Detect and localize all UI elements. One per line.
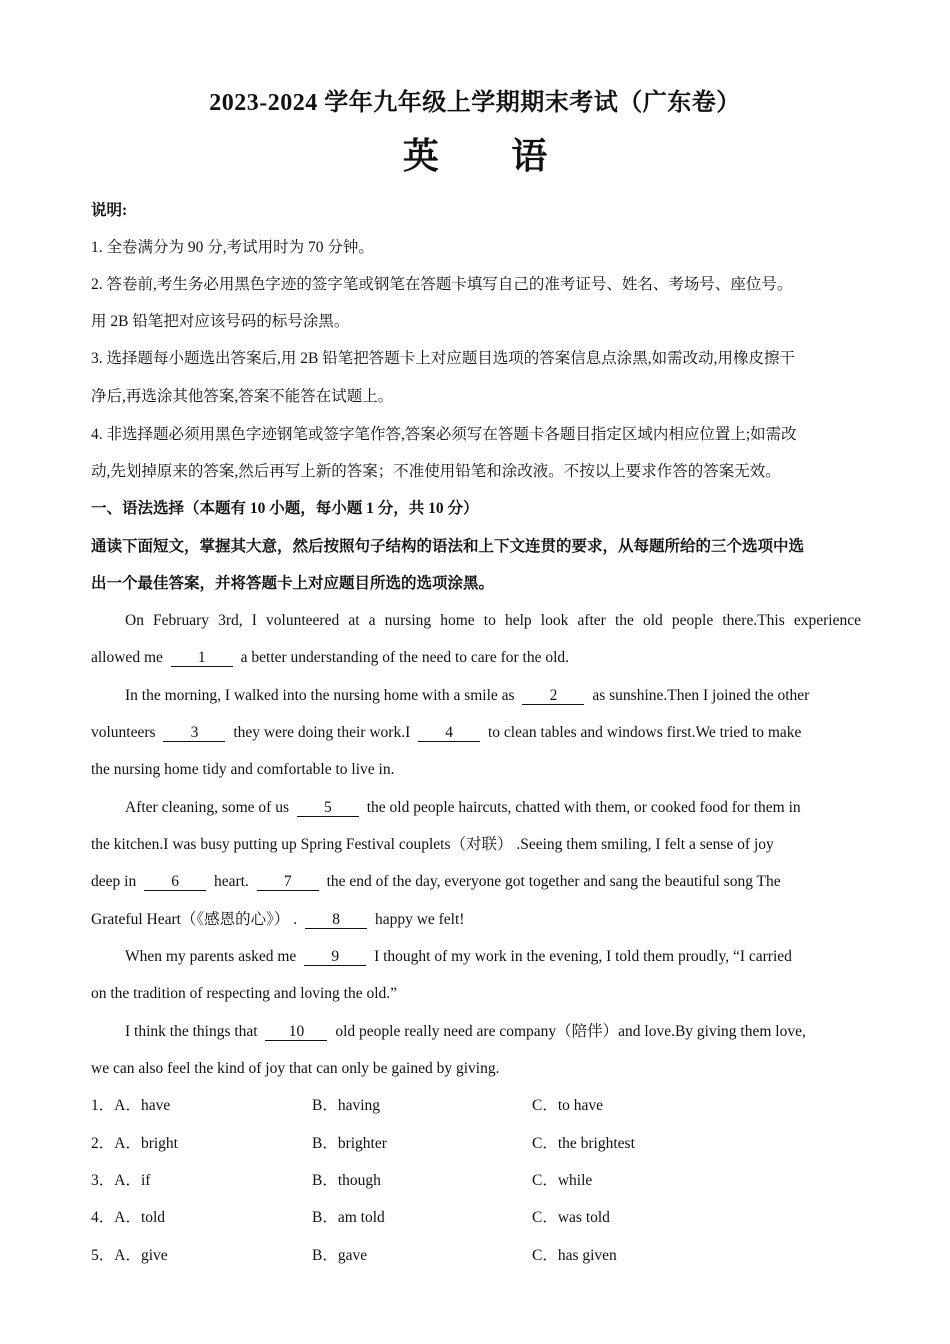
section-heading: 一、语法选择（本题有 10 小题，每小题 1 分，共 10 分） xyxy=(91,500,479,517)
passage-line xyxy=(125,798,861,818)
passage-line: the kitchen.I was busy putting up Spring Festival couplets（对联） .Seeing them smiling, I felt a sense of joy xyxy=(91,836,774,853)
passage-line: the nursing home tidy and comfortable to live in. xyxy=(91,761,395,778)
option-a: 5．A．give xyxy=(91,1247,168,1264)
passage-text: In the morning, I walked into the nursing home with a smile as xyxy=(125,687,515,704)
blank-6: 6 xyxy=(144,874,206,891)
instruction-line: 用 2B 铅笔把对应该号码的标号涂黑。 xyxy=(91,313,350,330)
section-direction: 通读下面短文，掌握其大意，然后按照句子结构的语法和上下文连贯的要求，从每题所给的三个选项中选 xyxy=(91,538,805,555)
blank-7: 7 xyxy=(257,874,319,891)
passage-text: a better understanding of the need to care for the old. xyxy=(240,649,570,666)
passage-text: volunteers xyxy=(91,724,156,741)
passage-line: we can also feel the kind of joy that can only be gained by giving. xyxy=(91,1060,500,1077)
blank-3: 3 xyxy=(163,725,225,742)
instruction-line: 动,先划掉原来的答案,然后再写上新的答案；不准使用铅笔和涂改液。不按以上要求作答的答案无效。 xyxy=(91,463,781,480)
passage-text: to clean tables and windows first.We tried to make xyxy=(487,724,802,741)
option-a: 3．A．if xyxy=(91,1172,151,1189)
passage-text: the end of the day, everyone got together and sang the beautiful song The xyxy=(326,873,781,890)
instruction-line: 4. 非选择题必须用黑色字迹钢笔或签字笔作答,答案必须写在答题卡各题目指定区域内相应位置上;如需改 xyxy=(91,426,797,443)
option-b: B．gave xyxy=(312,1247,368,1264)
passage-text: old people really need are company（陪伴）and love.By giving them love, xyxy=(335,1023,806,1040)
passage-text: as sunshine.Then I joined the other xyxy=(592,687,810,704)
option-c: C．has given xyxy=(532,1247,617,1264)
blank-10: 10 xyxy=(265,1024,327,1041)
passage-text: allowed me xyxy=(91,649,163,666)
passage-line: on the tradition of respecting and loving the old.” xyxy=(91,985,398,1002)
passage-text: the old people haircuts, chatted with them, or cooked food for them in xyxy=(366,799,801,816)
blank-2: 2 xyxy=(522,688,584,705)
instruction-line: 1. 全卷满分为 90 分,考试用时为 70 分钟。 xyxy=(91,239,374,256)
subject-title: 英 语 xyxy=(402,136,578,177)
option-c: C．while xyxy=(532,1172,593,1189)
option-a: 2．A．bright xyxy=(91,1135,178,1152)
section-direction: 出一个最佳答案，并将答题卡上对应题目所选的选项涂黑。 xyxy=(91,575,495,592)
instruction-line: 2. 答卷前,考生务必用黑色字迹的签字笔或钢笔在答题卡填写自己的准考证号、姓名、考场号、座位号。 xyxy=(91,276,793,293)
blank-4: 4 xyxy=(418,725,480,742)
instruction-line: 3. 选择题每小题选出答案后,用 2B 铅笔把答题卡上对应题目选项的答案信息点涂黑,如需改动,用橡皮擦干 xyxy=(91,350,795,367)
option-b: B．though xyxy=(312,1172,381,1189)
option-b: B．brighter xyxy=(312,1135,387,1152)
passage-line xyxy=(125,947,861,967)
passage-text: Grateful Heart（《感恩的心》） . xyxy=(91,911,298,928)
passage-line xyxy=(125,1022,861,1042)
blank-5: 5 xyxy=(297,800,359,817)
passage-text: they were doing their work.I xyxy=(233,724,411,741)
passage-line xyxy=(91,648,861,668)
instructions-heading: 说明: xyxy=(91,202,128,219)
passage-text: happy we felt! xyxy=(374,911,465,928)
passage-text: After cleaning, some of us xyxy=(125,799,289,816)
blank-9: 9 xyxy=(304,949,366,966)
instruction-line: 净后,再选涂其他答案,答案不能答在试题上。 xyxy=(91,388,394,405)
blank-1: 1 xyxy=(171,650,233,667)
passage-text: I think the things that xyxy=(125,1023,258,1040)
option-b: B．having xyxy=(312,1097,381,1114)
option-c: C．to have xyxy=(532,1097,604,1114)
option-c: C．was told xyxy=(532,1209,610,1226)
passage-line xyxy=(91,910,861,930)
passage-text: deep in xyxy=(91,873,137,890)
passage-text: I thought of my work in the evening, I told them proudly, “I carried xyxy=(374,948,792,965)
exam-title: 2023-2024 学年九年级上学期期末考试（广东卷） xyxy=(209,90,741,116)
blank-8: 8 xyxy=(305,912,367,929)
passage-line xyxy=(125,686,861,706)
option-a: 1．A．have xyxy=(91,1097,171,1114)
passage-text: When my parents asked me xyxy=(125,948,297,965)
passage-line xyxy=(91,723,861,743)
passage-line xyxy=(91,872,861,892)
passage-line: On February 3rd, I volunteered at a nursing home to help look after the old people there.This experience xyxy=(125,612,861,629)
option-b: B．am told xyxy=(312,1209,385,1226)
option-c: C．the brightest xyxy=(532,1135,635,1152)
option-a: 4．A．told xyxy=(91,1209,166,1226)
passage-text: heart. xyxy=(213,873,249,890)
